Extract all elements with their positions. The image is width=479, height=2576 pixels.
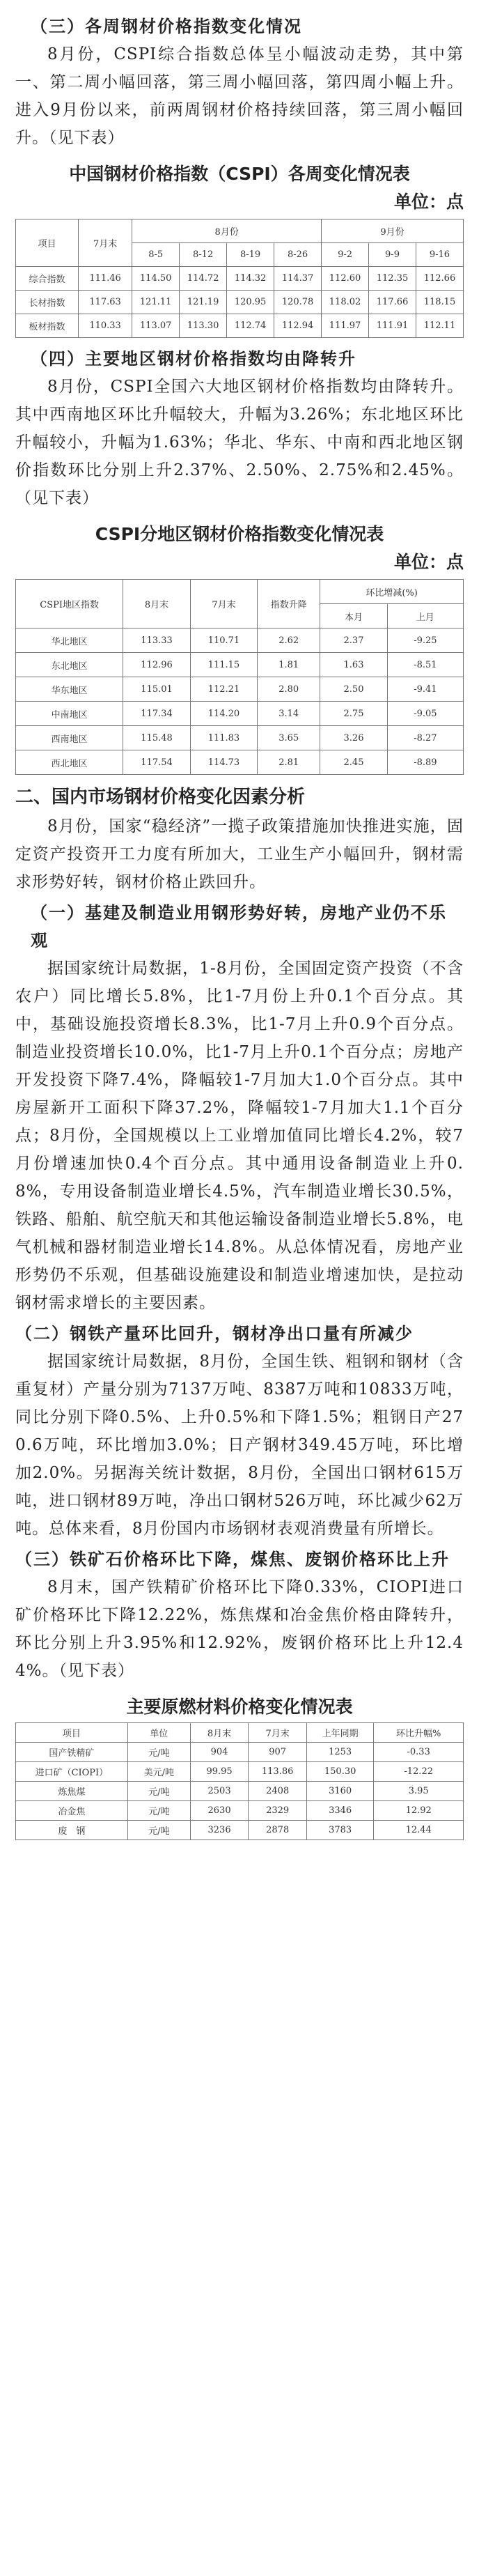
row-label: 板材指数 [16,314,79,338]
table-row [16,628,464,653]
row-label: 长材指数 [16,291,79,314]
cell: 113.86 [249,1762,307,1782]
cell: 2630 [190,1801,249,1821]
col-header-mom: 环比升幅% [374,1723,464,1743]
cell: 2.75 [320,702,388,726]
col-header-region: CSPI地区指数 [16,580,123,628]
cell: -12.22 [374,1762,464,1782]
cell: 112.66 [416,267,463,291]
cell: 113.30 [180,314,227,338]
row-label: 废 钢 [16,1821,128,1840]
row-label: 炼焦煤 [16,1782,128,1801]
table-row [16,291,464,314]
cell: 114.37 [274,267,322,291]
cell: -0.33 [374,1743,464,1762]
row-label: 冶金焦 [16,1801,128,1821]
table-unit-regional: 单位：点 [393,552,464,572]
cell: 112.35 [369,267,416,291]
table-row [16,653,464,677]
cell: 112.21 [190,677,257,702]
col-header-item: 项目 [16,1723,128,1743]
cell: 2329 [249,1801,307,1821]
cell: 114.32 [227,267,274,291]
cell: -8.27 [387,726,463,750]
cell: -8.89 [387,750,463,775]
cell: 118.15 [416,291,463,314]
cell: 元/吨 [127,1782,190,1801]
col-header-change: 指数升降 [258,580,320,628]
col-header-week: 9-16 [416,243,463,267]
cell: 121.19 [180,291,227,314]
table-row [16,1743,464,1762]
table-header-row [16,580,464,604]
col-header-jul: 7月末 [249,1723,307,1743]
cell: 907 [249,1743,307,1762]
cell: 115.48 [123,726,190,750]
table-row [16,702,464,726]
cell: 2.45 [320,750,388,775]
cell: 110.33 [79,314,132,338]
cell: 112.60 [322,267,369,291]
cell: 112.74 [227,314,274,338]
cell: 2503 [190,1782,249,1801]
row-label: 西南地区 [16,726,123,750]
table-row [16,726,464,750]
cell: 120.78 [274,291,322,314]
col-header-week: 9-2 [322,243,369,267]
cell: 117.66 [369,291,416,314]
cell: -9.41 [387,677,463,702]
cell: -9.05 [387,702,463,726]
col-header-last-year: 上年同期 [306,1723,373,1743]
cell: 110.71 [190,628,257,653]
col-header-last-month: 上月 [387,604,463,628]
cell: 2.37 [320,628,388,653]
cell: -9.25 [387,628,463,653]
cell: 117.54 [123,750,190,775]
cell: 3.65 [258,726,320,750]
table-title-regional: CSPI分地区钢材价格指数变化情况表 [95,524,384,544]
table-row [16,677,464,702]
cell: 117.63 [79,291,132,314]
col-header-week: 8-19 [227,243,274,267]
cell: 元/吨 [127,1743,190,1762]
table-unit-weekly: 单位：点 [393,192,464,212]
table-row [16,750,464,775]
cell: 112.94 [274,314,322,338]
cell: 3783 [306,1821,373,1840]
col-header-aug-end: 8月末 [123,580,190,628]
cell: 3346 [306,1801,373,1821]
cell: 1.63 [320,653,388,677]
cell: 元/吨 [127,1821,190,1840]
cell: 3.14 [258,702,320,726]
table-title-weekly: 中国钢材价格指数（CSPI）各周变化情况表 [69,164,410,184]
cell: 114.72 [180,267,227,291]
paragraph-demand: 据国家统计局数据，1-8月份，全国固定资产投资（不含农户）同比增长5.8%，比1-7月份上升0.1个百分点。其中，基础设施投资增长8.3%，比1-7月上升0.9个百分点。制造业投资增长10.0%，比1-7月上升0.1个百分点；房地产开发投资下降7.4%，降幅较1-7月加大1.0个百分点。其中房屋新开工面积下降37.2%，降幅较1-7月加大1.1个百分点；8月份，全国规模以上工业增加值同比增长4.2%，较7月份增速加快0.4个百分点。其中通用设备制造业上升0.8%，专用设备制造业增长4.5%，汽车制造业增长30.5%，铁路、船舶、航空航天和其他运输设备制造业增长5.8%，电气机械和器材制造业增长14.8%。从总体情况看，房地产业形势仍不乐观，但基础设施建设和制造业增速加快，是拉动钢材需求增长的主要因素。 [15,959,464,1312]
table-row [16,1762,464,1782]
cell: 120.95 [227,291,274,314]
cell: 114.20 [190,702,257,726]
cell: 121.11 [132,291,180,314]
col-header-aug: 8月份 [132,219,322,243]
col-header-week: 8-12 [180,243,227,267]
cell: 111.46 [79,267,132,291]
cell: 112.11 [416,314,463,338]
row-label: 综合指数 [16,267,79,291]
row-label: 进口矿（CIOPI） [16,1762,128,1782]
col-header-unit: 单位 [127,1723,190,1743]
col-header-item: 项目 [16,219,79,267]
cell: 12.44 [374,1821,464,1840]
materials-price-table [15,1722,464,1840]
table-row [16,1782,464,1801]
cell: 114.73 [190,750,257,775]
row-label: 中南地区 [16,702,123,726]
paragraph-output: 据国家统计局数据，8月份，全国生铁、粗钢和钢材（含重复材）产量分别为7137万吨、8387万吨和10833万吨，同比分别下降0.5%、上升0.5%和下降1.5%；粗钢日产270.6万吨，环比增加3.0%；日产钢材349.45万吨，环比增加2.0%。另据海关统计数据，8月份，全国出口钢材615万吨，进口钢材89万吨，净出口钢材526万吨，环比减少62万吨。总体来看，8月份国内市场钢材表观消费量有所增长。 [15,1352,464,1538]
cell: 113.33 [123,628,190,653]
cell: 1253 [306,1743,373,1762]
table-row [16,267,464,291]
col-header-july: 7月末 [79,219,132,267]
col-header-week: 8-5 [132,243,180,267]
cell: 114.50 [132,267,180,291]
cell: 117.34 [123,702,190,726]
cell: 111.15 [190,653,257,677]
cell: 150.30 [306,1762,373,1782]
table-title-materials: 主要原燃材料价格变化情况表 [126,1697,353,1717]
paragraph-weekly: 8月份，CSPI综合指数总体呈小幅波动走势，其中第一、第二周小幅回落，第三周小幅回落，第四周小幅上升。进入9月份以来，前两周钢材价格持续回落，第三周小幅回升。（见下表） [15,45,464,147]
cell: 2.80 [258,677,320,702]
cell: 111.97 [322,314,369,338]
cell: 3.95 [374,1782,464,1801]
weekly-index-table [15,219,464,338]
cell: 1.81 [258,653,320,677]
table-row [16,314,464,338]
cell: 2.62 [258,628,320,653]
row-label: 国产铁精矿 [16,1743,128,1762]
section-heading-weekly: （三）各周钢材价格指数变化情况 [31,17,302,36]
col-header-aug: 8月末 [190,1723,249,1743]
section-heading-output: （二）钢铁产量环比回升，钢材净出口量有所减少 [15,1324,414,1343]
row-label: 华东地区 [16,677,123,702]
part-heading-factors: 二、国内市场钢材价格变化因素分析 [15,787,306,808]
col-header-week: 8-26 [274,243,322,267]
table-header-row [16,1723,464,1743]
section-heading-regional: （四）主要地区钢材价格指数均由降转升 [31,349,356,369]
paragraph-intro: 8月份，国家“稳经济”一揽子政策措施加快推进实施，固定资产投资开工力度有所加大，工业生产小幅回升，钢材需求形势好转，钢材价格止跌回升。 [15,817,464,891]
cell: 3160 [306,1782,373,1801]
cell: 111.91 [369,314,416,338]
col-header-sep: 9月份 [322,219,464,243]
cell: 2.50 [320,677,388,702]
cell: 99.95 [190,1762,249,1782]
row-label: 东北地区 [16,653,123,677]
table-row [16,1801,464,1821]
cell: 904 [190,1743,249,1762]
paragraph-regional: 8月份，CSPI全国六大地区钢材价格指数均由降转升。其中西南地区环比升幅较大，升幅为3.26%；东北地区环比升幅较小，升幅为1.63%；华北、华东、中南和西北地区钢价指数环比分别上升2.37%、2.50%、2.75%和2.45%。（见下表） [15,378,464,507]
cell: 118.02 [322,291,369,314]
col-header-week: 9-9 [369,243,416,267]
paragraph-materials: 8月末，国产铁精矿价格环比下降0.33%，CIOPI进口矿价格环比下降12.22%，炼焦煤和冶金焦价格由降转升，环比分别上升3.95%和12.92%，废钢价格环比上升12.44%。（见下表） [15,1578,464,1680]
col-header-jul-end: 7月末 [190,580,257,628]
row-label: 华北地区 [16,628,123,653]
cell: 12.92 [374,1801,464,1821]
cell: 元/吨 [127,1801,190,1821]
table-row [16,1821,464,1840]
cell: 美元/吨 [127,1762,190,1782]
cell: 2.81 [258,750,320,775]
section-heading-demand: （一）基建及制造业用钢形势好转，房地产业仍不乐观 [31,903,447,950]
section-heading-materials: （三）铁矿石价格环比下降，煤焦、废钢价格环比上升 [15,1550,450,1569]
col-header-mom: 环比增减(%) [320,580,464,604]
cell: 3236 [190,1821,249,1840]
cell: 2878 [249,1821,307,1840]
cell: 113.07 [132,314,180,338]
cell: -8.51 [387,653,463,677]
cell: 2408 [249,1782,307,1801]
cell: 3.26 [320,726,388,750]
col-header-this-month: 本月 [320,604,388,628]
table-header-row [16,219,464,243]
cell: 115.01 [123,677,190,702]
cell: 112.96 [123,653,190,677]
cell: 111.83 [190,726,257,750]
row-label: 西北地区 [16,750,123,775]
regional-index-table [15,579,464,775]
